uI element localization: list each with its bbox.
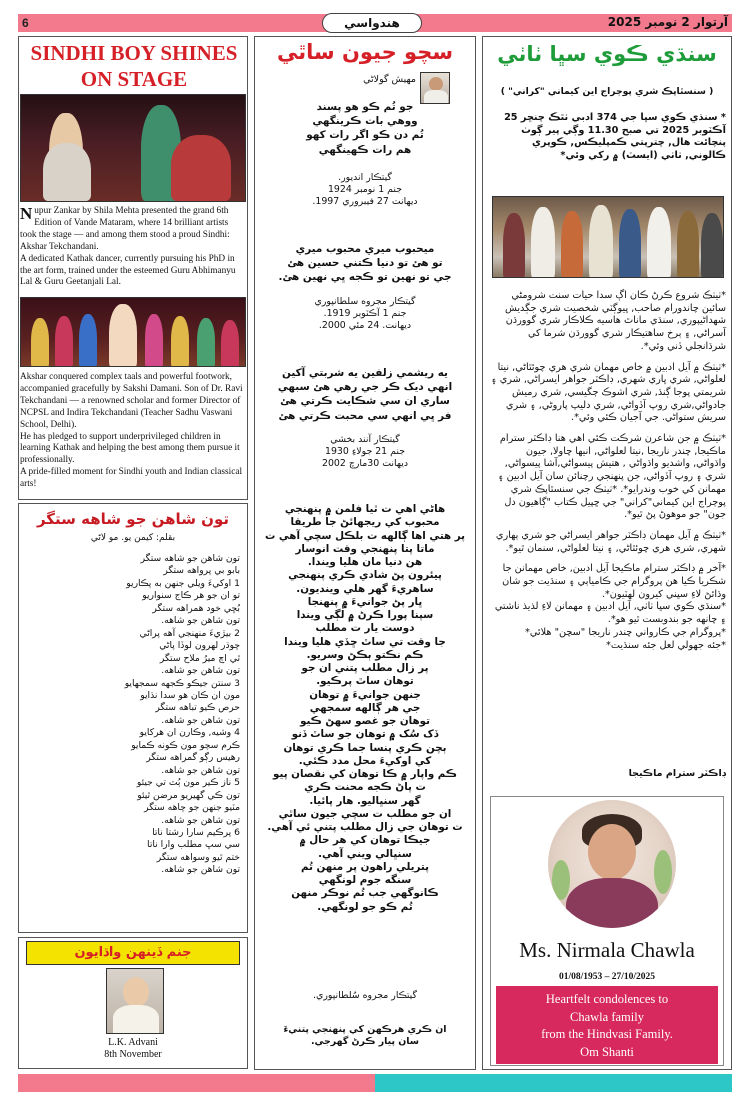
poem-line: بابو بي پرواهه ستگر [163,565,240,577]
body-line: هن دنيا مان هليا ويندا. [307,556,423,568]
condolence-line: from the Hindvasi Family. [541,1027,673,1041]
poem-title: تون شاهن جو شاهه ستگر [36,510,230,528]
poem-line: تون شاهن جو شاهه. [161,764,240,776]
body-paragraph-3: A pride-filled moment for Sindhi youth and Indian classical arts! [20,467,243,490]
left-article-title: SINDHI BOY SHINES ON STAGE [30,41,238,91]
poem-line: تو ان جو هر ڪاج سنواريو [142,590,240,602]
closing-lines [262,1024,468,1048]
poem-line: ڪرم سچو مون ڪونه ڪمايو [131,739,240,751]
middle-article-title: سچو جيون ساٿي [276,40,454,64]
poem-line: مون ان ڪان هو سدا نڌايو [140,689,240,701]
condolence-line: Chawla family [570,1009,644,1024]
poem-line: چوڌر لهرون لوڏا پاڻي [159,640,240,652]
body-line: توهان ساٿ پرڪيو. [316,675,414,688]
credit-line: ديهانت. 24 مئي 2000. [318,320,412,332]
body-line: پر زال مطلب پتني ان جو [301,662,429,674]
condolence-portrait [548,800,676,928]
dance-photo-1 [20,94,246,202]
body-line: ٻچن ڪري پنسا جما ڪري توهان [283,741,447,754]
right-article-body [490,290,726,652]
credit-line: جنم 1 نومبر 1924 [327,184,403,196]
credit-line: گيتڪار انديور. [338,172,392,183]
lyric-line: جي تو نهين تو ڪجه ڀي نهين هئ. [278,271,452,284]
intro-paragraph: upur Zankar by Shila Mehta presented the grand 6th Edition of Vande Mataram, where 14 brilliant artists took the stage — and among them stood a proud Sindhi: Akshar Tekchandani. [20,206,230,252]
body-line: تُم ڪو جو لونگهي. [317,900,413,913]
condolence-dates: 01/08/1953 – 27/10/2025 [558,972,656,982]
body-line: پر هتي اها ڳالهه ت بلڪل سچي آهي ت [264,529,466,542]
body-line: پتريلي راهون پر منهن تُم [301,860,429,873]
body-line: سنڀالي ويني آهي. [318,847,412,860]
poem-line: 1 اوکيءَ ويلي جنهن به پڪاريو [126,577,240,589]
lyric-credit-2 [262,296,468,333]
lyric-line: هم رات ڪهينگهي [318,143,412,156]
body-line: جي هر ڳالهه سمجهي [309,701,421,714]
body-line: ان جو مطلب ت سچي جيون ساٿي [278,807,452,820]
body-line: سنگه جوم لونگهي [318,874,412,886]
poem-line: 3 سنتن جيڪو ڪجهه سمجهايو [124,677,240,689]
body-line: سپنا پورا ڪرڻ ۾ لڳي ويندا [296,609,434,621]
right-article-title: سنڌي ڪوي سڀا ٺاٺي [497,42,717,66]
body-line: توهان جو غصو سهڻ ڪيو [300,715,430,727]
poem-line: رهيس رڳو گمراهه ستگر [146,752,240,764]
lyric-line: جو تُم ڪو هو پسند [316,101,414,113]
poem-line: مٽيو جنهن جو چاهه ستگر [144,802,240,814]
body-line: هاڻي اهي ت ٿيا فلمن ۾ پنهنجي [284,503,446,515]
poem-line: تون شاهن جو شاهه. [161,864,240,876]
issue-date: آرتوار 2 نومبر 2025 [607,15,728,29]
credit-line: گيتڪار آنند بخشي [330,434,400,445]
masthead-logo: هندواسي [322,13,422,33]
lyric-line: فر ڀي انهي سي محبت ڪرتي هئ [278,409,452,422]
final-credit: گيتڪار مجروه سُلطانپوري. [313,990,417,1001]
birthday-portrait [106,968,164,1034]
body-line: محبوب کي ريجهائڻ جا طريقا [290,516,440,529]
lyric-block-1 [262,100,468,157]
poem-line: بُڇي خود همراهه ستگر [152,602,240,614]
body-line: جيڪا توهان کي هر حال ۾ [299,834,431,847]
poem-line: تون شاهن جو شاهه. [161,615,240,627]
lyric-line: تو هئ تو دنيا ڪتني حسين هئ [287,257,443,270]
credit-line: ديهانت 30مارچ 2002 [322,458,408,470]
poem-line: تون شاهن جو شاهه ستگر [140,553,240,564]
body-line: ت توهان جي زال مطلب پتني ئي آهي. [267,821,463,833]
report-paragraph: *آخر ۾ ڊاڪٽر سترام ماڪيجا آيل ادبين, خاص مهمانن جا شڪريا ڪيا هن پروگرام جي ڪامياٻي ۽ سنڌيت جو شان وڌائڻ لاءِ سڀني کيرون لهٽيون*. [502,563,726,600]
condolence-name: Ms. Nirmala Chawla [519,938,695,962]
lyric-line: تُم دن ڪو اگر رات کهو [306,129,424,142]
credit-line: گيتڪار مجروه سلطانپوري [314,296,416,307]
condolence-line: Om Shanti [580,1044,634,1059]
left-article-body [20,372,246,491]
lyric-line: يه ريشمي زلفين يه شربتي آکين [282,367,448,379]
poem-line: حرص ڪيو تباهه ستگر [155,702,240,714]
credit-line: جنم 21 جولاءِ 1930 [325,446,405,458]
middle-article-author: مهيش گولاڻي [363,74,416,85]
lyric-credit-1 [262,172,468,209]
body-line: ڪم واپار ۾ ڪا توهان کي نقصان پيو [273,768,457,780]
lyric-block-3 [262,366,468,423]
body-line: گهر سنڀاليو. هار پائيا. [309,794,421,807]
body-line: ت پاڻ ڪجه محنت ڪري [304,781,426,794]
poem-line: تون ڪي گهيريو مرضن ٿيئو [137,789,240,801]
body-line: ماتا پتا پنهنجي وقت انوسار [295,542,435,555]
lyric-line: ووهي بات ڪرينگهي [312,115,418,128]
credit-line: جنم 1 آڪٽوبر 1919. [323,308,407,320]
body-line: پيئرون پڻ شادي ڪري پنهنجي [288,569,442,582]
poem-line: 4 وشيه, وڪارن ان هرکايو [139,727,240,739]
report-signature: ڊاڪٽر سترام ماڪيجا [628,768,726,779]
body-line: ڏک سُک ۾ توهان جو ساٿ ڏنو [291,728,439,741]
lyric-credit-3 [262,434,468,471]
lyric-line: ميحبوب ميري محبوب ميري [295,243,435,255]
dance-photo-2 [20,297,246,367]
credit-line: ديهانت 27 فيبروري 1997. [312,196,418,208]
body-line: ڪم نڪتو ٻڪڻ وسريو. [306,648,424,661]
report-paragraph: *ٺيٺڪ ۾ آيل ادبين ۾ خاص مهمان شري هري چوئٿاڻي, نيتا لعلواڻي, شري ڀاري شهري, ڊاڪٽر جواهر ايسراڻي, شري ۽ شريمتي پوجا ڳنڌ, شري اشوڪ ڄگيسي, شري رميش جادواڻي,شري روپ آڏواڻي, شري دليپ پاروڻي, ۽ شري سريش ستواڻي. جي آجيان ڪئي وئي*. [490,361,726,424]
right-article-intro: * سنڌي ڪوي سڀا جي 374 ادبي ٺٿڪ چنڇر 25 آڪٽوبر 2025 تي صبح 11.30 وڳي پير ڳوٺ پنچائت هال, چترپتي ڪمپليڪس, ڪوپري ڪالوني, ٺاٺي (ايسٽ) ۾ رکي وئي* [504,112,726,162]
birthday-banner: جنم ڏينهن واڌايون [26,941,240,965]
poem-line: سي سڀ مطلب وارا ناتا [147,839,240,851]
poem-line: 2 بيڙيءَ منهنجي آهه پراڻي [139,627,240,639]
report-paragraph: *سنڌي ڪوي سڀا ٺاٺي, آيل ادبين ۽ مهمانن لاءِ لذيذ ناشتي ۽ چانهه جو بندوبست ٿيو هو*. [494,601,726,626]
body-line: ڪانوگهي جب تُم نوڪر منهن [291,887,439,900]
birthday-name: L.K. Advani [108,1037,158,1048]
body-line: ساهريءَ گهر هلي وينديون. [296,582,434,595]
right-article-subtitle: ( سنسٿاپڪ شري پوڄراج اين کيماني "کراني" ) [500,86,714,97]
body-line: ڀار پڻ جوانيءَ ۾ پنهنجا [307,595,423,608]
closing-line: ان ڪري هرڪهن کي پنهنجي پتنيءَ [283,1024,447,1035]
poem-lines [60,553,240,877]
lyric-line: انهي ديک ڪر جي رهي هئ سبهي [277,381,453,394]
event-group-photo [492,196,724,278]
body-line: کي اوکيءَ محل مدد ڪئي. [298,754,432,767]
footer-bar-pink [18,1074,375,1092]
page-number: 6 [22,16,29,30]
poem-line: 6 پرڪيم سارا رشتا ناتا [152,826,240,838]
bio-paragraph: A dedicated Kathak dancer, currently pursuing his PhD in the art form, trained under the esteemed Guru Abhimanyu Lal & Guru Geetanjali Lal. [20,253,236,288]
birthday-date: 8th November [104,1049,162,1060]
lyric-block-2 [262,242,468,285]
drop-cap: N [20,204,33,223]
body-line: جا وقت تي ساٿ ڇڏي هليا ويندا [284,635,446,648]
report-paragraph: *جئه جهولي لعل جئه سنڌيت* [606,639,726,651]
poem-line: تون شاهن جو شاهه. [161,714,240,726]
condolence-line: Heartfelt condolences to [545,992,669,1006]
condolence-message [496,986,718,1064]
poem-line: ٿي اچ ميرُ ملاح ستگر [159,652,240,664]
body-paragraph-2: He has pledged to support underprivileged children in learning Kathak and helping the best among them pursue it professionally. [20,431,240,466]
poem-byline: بقلم: کيمن يو. مو لاڻي [90,533,176,543]
report-paragraph: *ٺيٺڪ ۾ جن شاعرن شرڪت ڪئي اهي هنا ڊاڪٽر سترام ماڪيجا, چندر ناريجا ,نيتا لعلواڻي, انيها چاولا, جيون واڌواڻي, واشديو واڌواڻي , هتيش پيسواڻي,آشا پيسواڻي, شري ۽ روپ آڏواڻي, جن پنهنجي رچنائن سان آيل ادبين ۽ مهمانن کي خوب وندرايو*. *ٺيٺڪ جي سنسٿاپڪ شري پوڄراج اين کيماني"کراني" جي ڇپيل ڪتاب "ڳاهيون دل جون" جو موهوڻ پڻ ٿيو*. [497,433,726,521]
left-article-intro [20,206,246,289]
report-paragraph: *ٺيٺڪ شروع ڪرڻ ڪان اڳ سدا حيات سنت شرومڻي سائين چاندورام صاحب, ڀيوڳٽي شخصيت شري جڳديش شهداڻيپوري, سنڌي ماناٿ هاسيه ڪلاڪار شري گوورڌن آسراڻي, ۽ ٻرخ ساهتيڪار شري گوورڌن شرما کي شرڌانجلي ڏني وئي*. [504,290,726,352]
poem-line: ختم ٿيو وسواهه ستگر [156,851,240,863]
report-paragraph: *پروگرام جي ڪارواني چندر ناريجا "سچن" هلائي* [525,626,726,638]
poem-line: تون شاهن جو شاهه. [161,814,240,826]
closing-line: سان پيار ڪرڻ گهرجي. [311,1036,419,1048]
poem-line: تون شاهن جو شاهه. [161,665,240,677]
birthday-caption [20,1037,246,1061]
body-line: جنهن جوانيءَ ۾ توهان [309,688,421,701]
body-paragraph-1: Akshar conquered complex taals and powerful footwork, accompanied gracefully by Sakshi Damani. Son of Dr. Ravi Tekchandani — a renowned scholar and former Director of NCPSL and Indira Tekchandani (Teacher Sadhu Vaswani School, Delhi). [20,372,243,430]
footer-bar-teal [375,1074,732,1092]
lyric-line: ساري ان سي شڪايت ڪرتي هئ [280,395,450,408]
poem-line: 5 ناز ڪير مون ٻُٽ تي جيئو [136,777,240,789]
middle-article-body [262,503,468,914]
report-paragraph: *ٺيٺڪ ۾ آيل مهمان ڊاڪٽر جواهر ايسراڻي جو شري ٻهاري شهري, شري هري چوئٿاڻي, ۽ نيتا لعلواڻي, سنمان ٿيو*. [495,529,726,554]
body-line: دوست يار ت مطلب [315,622,415,635]
